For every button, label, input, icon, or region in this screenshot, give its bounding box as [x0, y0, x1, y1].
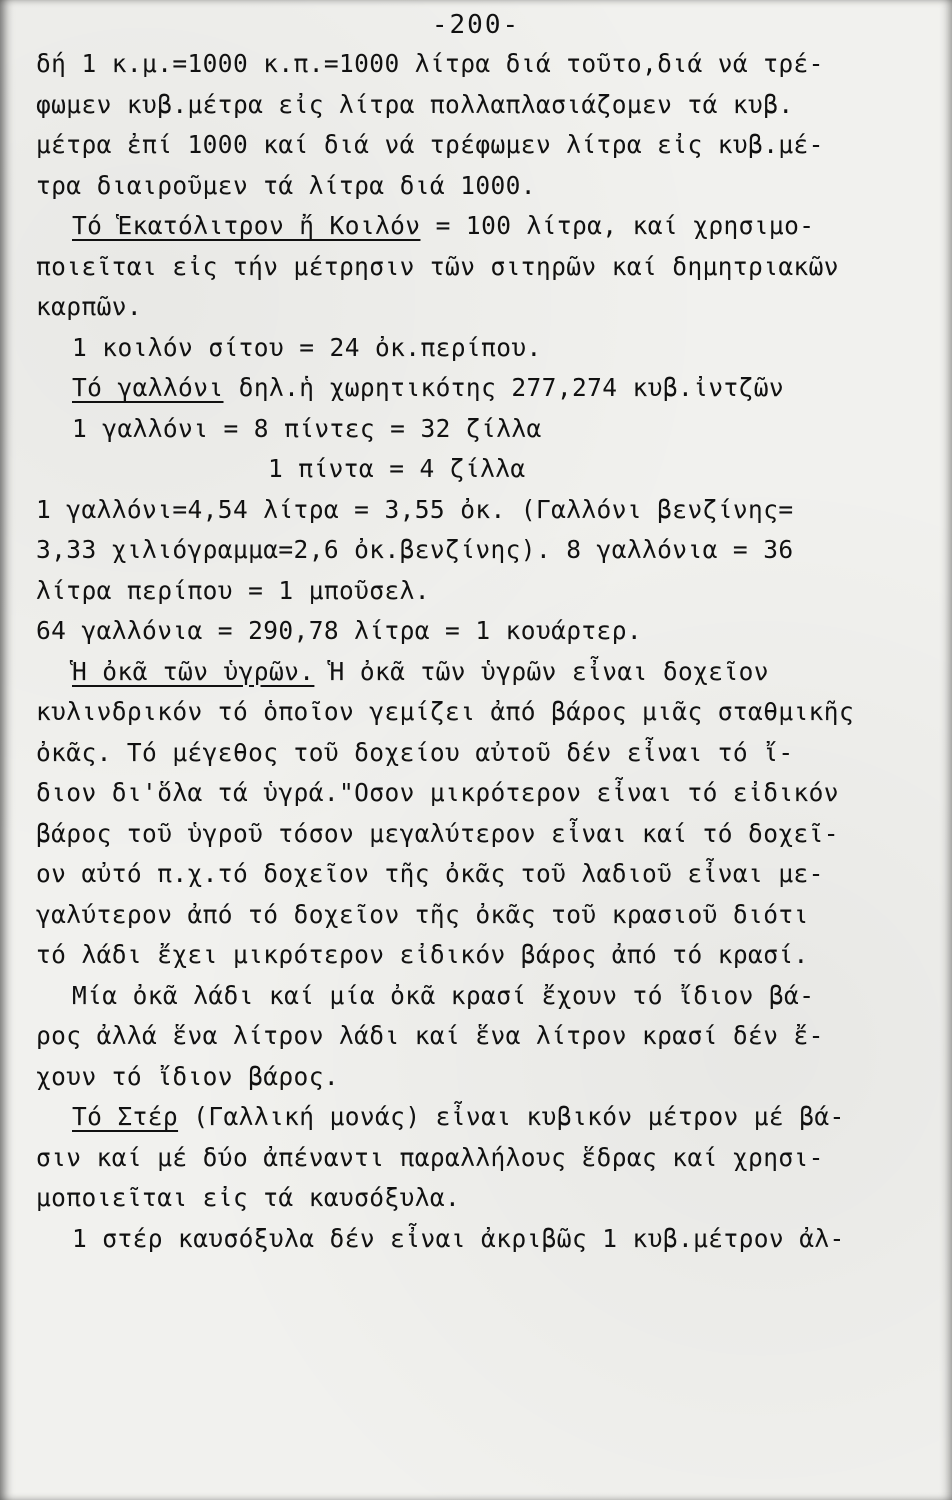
line-text: ὀκᾶς. Τό μέγεθος τοῦ δοχείου αὐτοῦ δέν εἶναι τό ἴ- [36, 737, 794, 767]
text-line [36, 490, 932, 531]
page-number: -200- [431, 10, 521, 40]
text-line [36, 1138, 932, 1179]
defined-term: Τό Στέρ [72, 1102, 179, 1131]
line-text: Μία ὀκᾶ λάδι καί μία ὀκᾶ κρασί ἔχουν τό ἴδιον βά- [72, 980, 815, 1010]
line-text: (Γαλλική μονάς) εἶναι κυβικόν μέτρον μέ βά- [178, 1102, 845, 1131]
text-line [36, 652, 932, 693]
line-text: ρος ἀλλά ἕνα λίτρον λάδι καί ἕνα λίτρον κρασί δέν ἔ- [36, 1021, 824, 1050]
line-text: γαλύτερον ἀπό τό δοχεῖον τῆς ὀκᾶς τοῦ κρασιοῦ διότι [36, 899, 809, 929]
text-line [36, 976, 932, 1017]
line-text: τρα διαιροῦμεν τά λίτρα διά 1000. [36, 170, 536, 200]
text-line [36, 571, 932, 612]
text-line [36, 1097, 932, 1138]
line-text: διον δι'ὅλα τά ὑγρά."Οσον μικρότερον εἶναι τό εἰδικόν [36, 778, 839, 807]
text-line [36, 166, 932, 207]
line-text: τό λάδι ἔχει μικρότερον εἰδικόν βάρος ἀπό τό κρασί. [36, 940, 809, 969]
text-line [36, 85, 932, 126]
text-line [36, 692, 932, 733]
text-line [36, 125, 932, 166]
line-text: 3,33 χιλιόγραμμα=2,6 ὀκ.βενζίνης). 8 γαλλόνια = 36 [36, 535, 794, 564]
line-text: χουν τό ἴδιον βάρος. [36, 1061, 340, 1091]
line-text: μέτρα ἐπί 1000 καί διά νά τρέφωμεν λίτρα εἰς κυβ.μέ- [36, 130, 824, 159]
text-line [36, 1178, 932, 1219]
line-text: δηλ.ἡ χωρητικότης 277,274 κυβ.ἰντζῶν [223, 373, 785, 402]
defined-term: Ἡ ὀκᾶ τῶν ὑγρῶν. [72, 656, 315, 686]
line-text: 1 γαλλόνι=4,54 λίτρα = 3,55 ὀκ. (Γαλλόνι βενζίνης= [36, 494, 794, 524]
line-text: δή 1 κ.μ.=1000 κ.π.=1000 λίτρα διά τοῦτο,διά νά τρέ- [36, 49, 824, 78]
text-line [36, 530, 932, 571]
line-text: σιν καί μέ δύο ἀπέναντι παραλλήλους ἕδρας καί χρησι- [36, 1142, 824, 1172]
line-text: ον αὐτό π.χ.τό δοχεῖον τῆς ὀκᾶς τοῦ λαδιοῦ εἶναι με- [36, 859, 824, 888]
line-text: κυλινδρικόν τό ὁποῖον γεμίζει ἀπό βάρος μιᾶς σταθμικῆς [36, 697, 855, 726]
text-line [36, 733, 932, 774]
text-line [36, 1219, 932, 1260]
line-text: 1 γαλλόνι = 8 πίντες = 32 ζίλλα [72, 413, 542, 443]
line-text: βάρος τοῦ ὑγροῦ τόσον μεγαλύτερον εἶναι καί τό δοχεῖ- [36, 818, 839, 848]
line-text: Ἡ ὀκᾶ τῶν ὑγρῶν εἶναι δοχεῖον [314, 656, 769, 686]
text-line [36, 1057, 932, 1098]
text-line [36, 247, 932, 288]
line-text: 1 στέρ καυσόξυλα δέν εἶναι ἀκριβῶς 1 κυβ.μέτρον ἀλ- [72, 1223, 845, 1253]
text-line [36, 854, 932, 895]
line-text: μοποιεῖται εἰς τά καυσόξυλα. [36, 1183, 461, 1212]
line-text: 1 κοιλόν σίτου = 24 ὀκ.περίπου. [72, 332, 542, 362]
text-line [36, 287, 932, 328]
line-text: 64 γαλλόνια = 290,78 λίτρα = 1 κουάρτερ. [36, 616, 643, 645]
line-text: = 100 λίτρα, καί χρησιμο- [420, 211, 815, 240]
line-text: 1 πίντα = 4 ζίλλα [268, 454, 526, 483]
line-text: λίτρα περίπου = 1 μποῦσελ. [36, 575, 430, 605]
text-line [36, 409, 932, 450]
text-line [36, 773, 932, 814]
line-text: ποιεῖται εἰς τήν μέτρησιν τῶν σιτηρῶν καί δημητριακῶν [36, 251, 839, 281]
defined-term: Τό Ἑκατόλιτρον ἤ Κοιλόν [72, 211, 421, 240]
text-line [36, 44, 932, 85]
text-line [36, 895, 932, 936]
line-text: καρπῶν. [36, 292, 143, 321]
text-line [36, 1016, 932, 1057]
body-text [36, 44, 932, 1259]
line-text: φωμεν κυβ.μέτρα εἰς λίτρα πολλαπλασιάζομεν τά κυβ. [36, 89, 794, 119]
text-line [36, 611, 932, 652]
text-line [36, 368, 932, 409]
text-line [36, 814, 932, 855]
defined-term: Τό γαλλόνι [72, 373, 224, 402]
text-line [36, 328, 932, 369]
text-line [36, 206, 932, 247]
text-line [36, 449, 932, 490]
text-line [36, 935, 932, 976]
